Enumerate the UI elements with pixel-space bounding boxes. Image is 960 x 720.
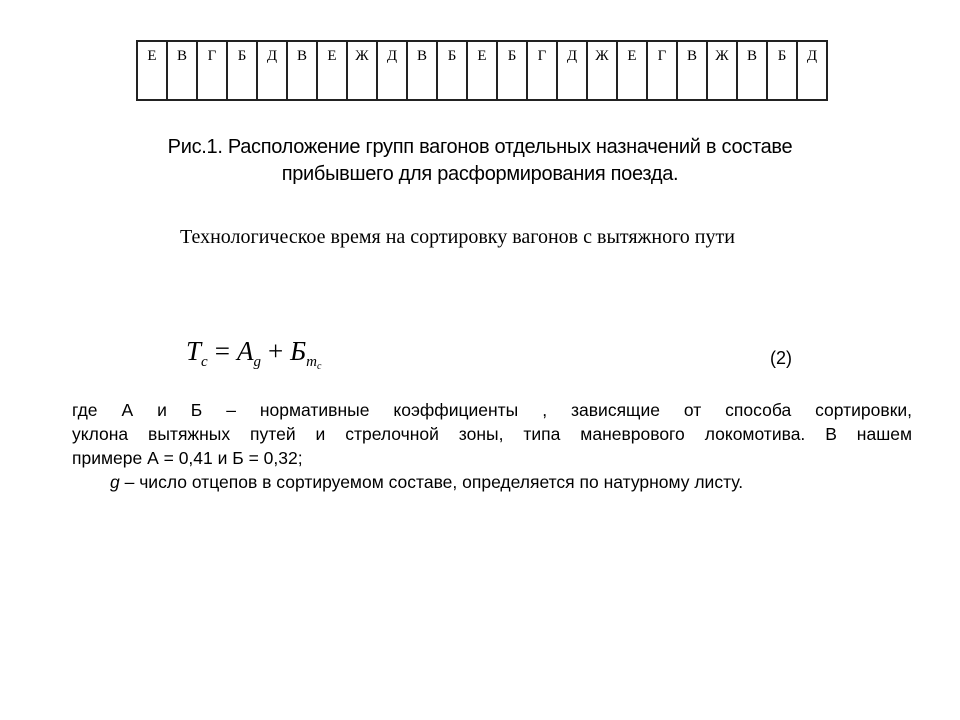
- caption-line-1: Рис.1. Расположение групп вагонов отдельных назначений в составе: [167, 136, 793, 158]
- wagon-group-cell: Д: [257, 41, 287, 100]
- formula-term2: Б: [290, 336, 307, 366]
- formula-lhs: T: [186, 336, 202, 366]
- wagon-group-cell: В: [167, 41, 197, 100]
- equation-number: (2): [770, 348, 792, 368]
- explanation-line-2: уклона вытяжных путей и стрелочной зоны, типа маневрового локомотива. В нашем: [72, 424, 912, 444]
- formula: [186, 336, 321, 372]
- wagon-group-cell: В: [407, 41, 437, 100]
- wagon-group-cell: Е: [317, 41, 347, 100]
- explanation-line-4-text: – число отцепов в сортируемом составе, определяется по натурному листу.: [119, 472, 744, 492]
- wagon-group-cell: В: [287, 41, 317, 100]
- wagon-group-cell: Г: [647, 41, 677, 100]
- wagon-group-cell: В: [677, 41, 707, 100]
- explanation-paragraph: [72, 398, 912, 494]
- wagon-group-cell: Ж: [347, 41, 377, 100]
- wagon-group-cell: Е: [467, 41, 497, 100]
- wagon-group-cell: Д: [377, 41, 407, 100]
- variable-g: g: [110, 472, 120, 492]
- wagon-group-cell: Б: [437, 41, 467, 100]
- wagon-group-cell: Д: [797, 41, 827, 100]
- wagon-group-cell: В: [737, 41, 767, 100]
- formula-term2-sub: m: [306, 354, 317, 370]
- caption-line-2: прибывшего для расформирования поезда.: [281, 163, 679, 185]
- explanation-line-1: где А и Б – нормативные коэффициенты , зависящие от способа сортировки,: [72, 400, 912, 420]
- train-composition-table: [136, 40, 828, 101]
- wagon-group-cell: Е: [137, 41, 167, 100]
- formula-equals: =: [214, 336, 230, 366]
- wagon-group-cell: Ж: [707, 41, 737, 100]
- wagon-group-cell: Б: [497, 41, 527, 100]
- wagon-group-cell: Г: [197, 41, 227, 100]
- formula-lhs-sub: c: [201, 354, 208, 370]
- wagon-group-cell: Д: [557, 41, 587, 100]
- wagon-group-cell: Б: [227, 41, 257, 100]
- wagon-group-cell: Б: [767, 41, 797, 100]
- formula-term2-subsub: c: [316, 361, 322, 372]
- formula-plus: +: [267, 336, 284, 366]
- wagon-group-cell: Ж: [587, 41, 617, 100]
- wagon-group-cell: Е: [617, 41, 647, 100]
- explanation-line-3: примере А = 0,41 и Б = 0,32;: [72, 448, 303, 468]
- section-subtitle: Технологическое время на сортировку вагонов с вытяжного пути: [180, 226, 735, 248]
- explanation-line-4: [72, 470, 912, 494]
- formula-term1: A: [236, 336, 254, 366]
- wagon-group-cell: Г: [527, 41, 557, 100]
- figure-caption: [60, 134, 900, 188]
- formula-term1-sub: g: [253, 354, 261, 370]
